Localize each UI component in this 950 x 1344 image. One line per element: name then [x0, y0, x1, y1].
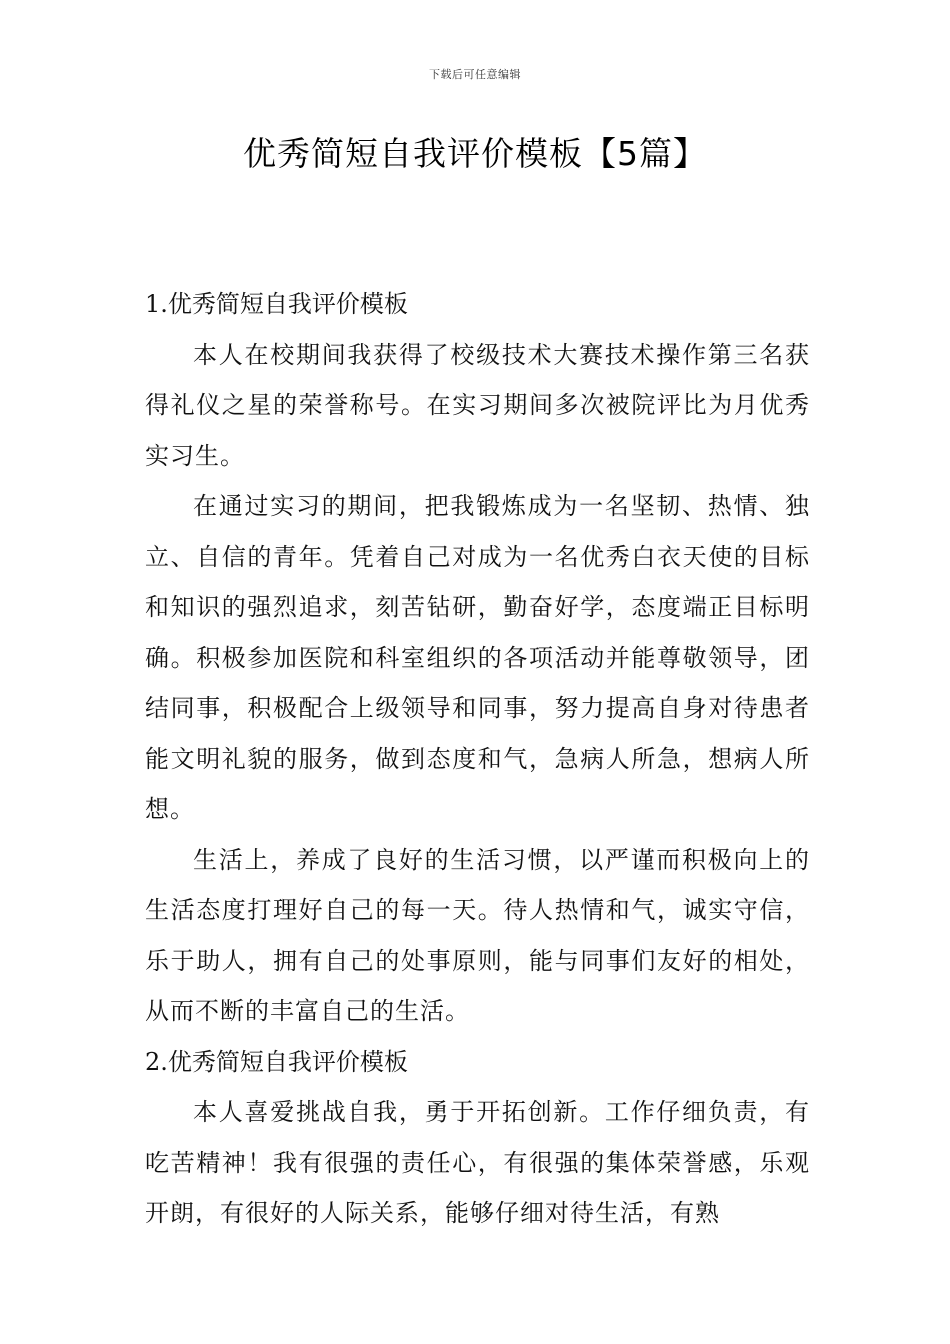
paragraph: 生活上，养成了良好的生活习惯，以严谨而积极向上的生活态度打理好自己的每一天。待人热情和气，诚实守信，乐于助人，拥有自己的处事原则，能与同事们友好的相处，从而不断的丰富自己的生活。	[145, 845, 810, 1025]
section-heading: 1.优秀简短自我评价模板	[145, 290, 408, 318]
section-heading: 2.优秀简短自我评价模板	[145, 1047, 408, 1076]
section-1	[145, 279, 810, 1037]
header-note: 下载后可任意编辑	[429, 68, 521, 81]
paragraph: 在通过实习的期间，把我锻炼成为一名坚韧、热情、独立、自信的青年。凭着自己对成为一名优秀白衣天使的目标和知识的强烈追求，刻苦钻研，勤奋好学，态度端正目标明确。积极参加医院和科室组织的各项活动并能尊敬领导，团结同事，积极配合上级领导和同事，努力提高自身对待患者能文明礼貌的服务，做到态度和气，急病人所急，想病人所想。	[145, 492, 810, 823]
document-body	[145, 279, 810, 1239]
section-2	[145, 1037, 810, 1239]
paragraph: 本人在校期间我获得了校级技术大赛技术操作第三名获得礼仪之星的荣誉称号。在实习期间多次被院评比为月优秀实习生。	[145, 340, 810, 470]
document-title: 优秀简短自我评价模板【5篇】	[243, 134, 707, 173]
paragraph: 本人喜爱挑战自我，勇于开拓创新。工作仔细负责，有吃苦精神！我有很强的责任心，有很强的集体荣誉感，乐观开朗，有很好的人际关系，能够仔细对待生活，有熟	[145, 1098, 810, 1227]
